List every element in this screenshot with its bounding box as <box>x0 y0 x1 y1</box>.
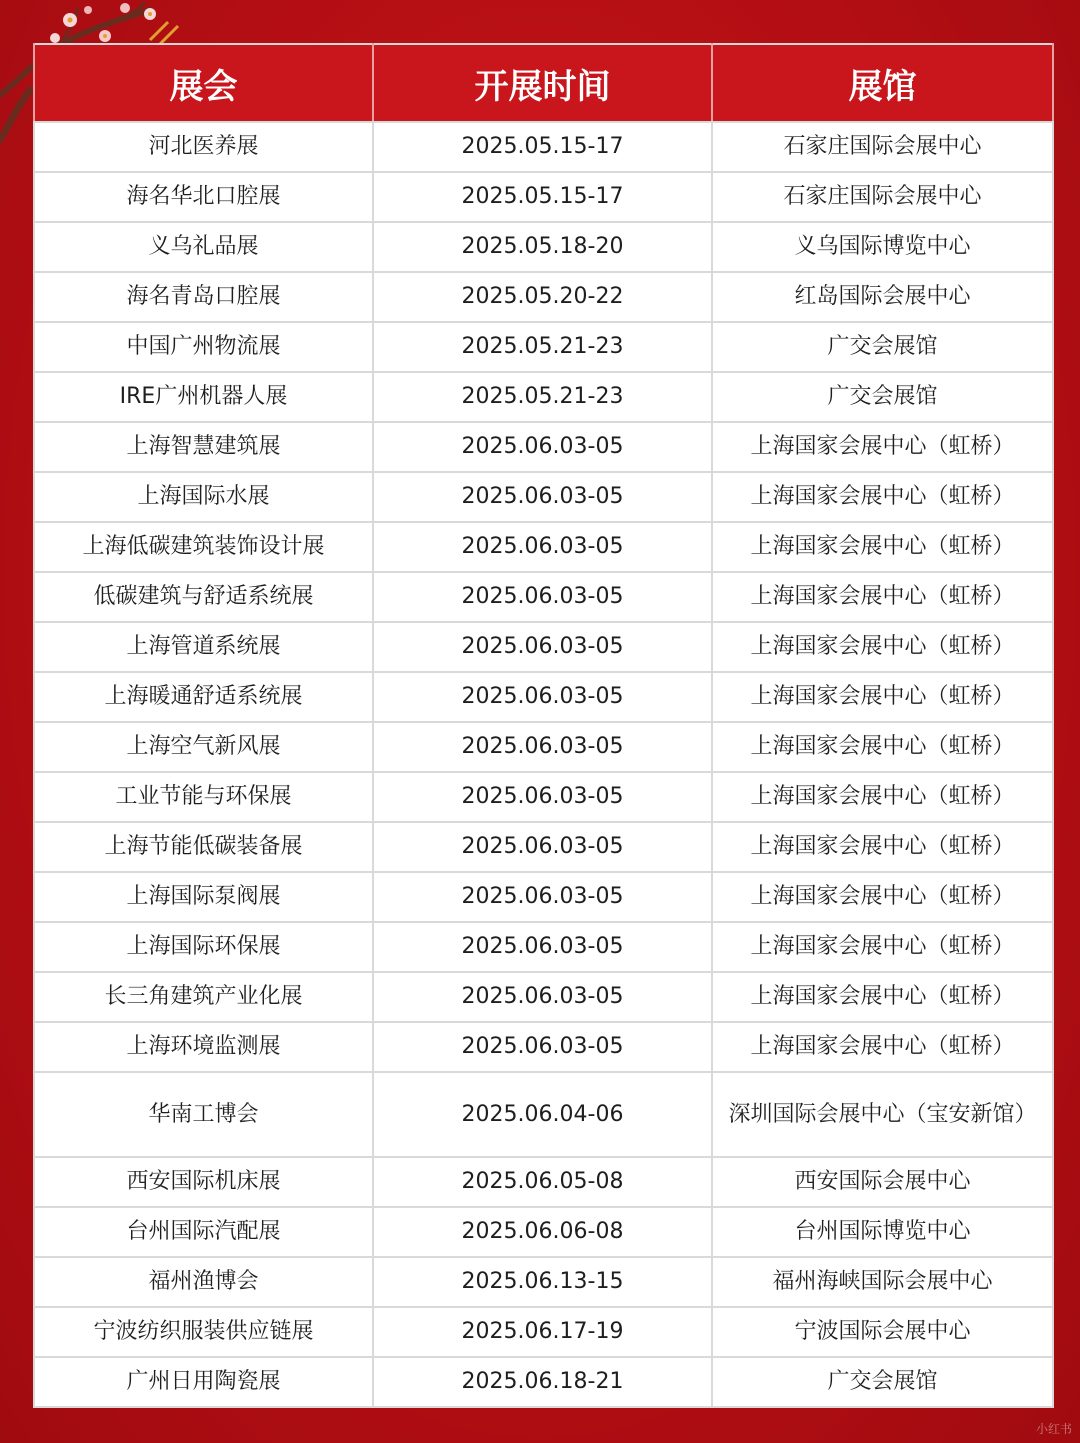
cell-venue: 上海国家会展中心（虹桥） <box>712 622 1053 672</box>
cell-date: 2025.06.03-05 <box>373 472 712 522</box>
table-row <box>34 1157 1053 1207</box>
cell-date: 2025.05.21-23 <box>373 322 712 372</box>
table-row <box>34 922 1053 972</box>
cell-venue: 上海国家会展中心（虹桥） <box>712 1022 1053 1072</box>
cell-date: 2025.06.13-15 <box>373 1257 712 1307</box>
cell-date: 2025.06.03-05 <box>373 972 712 1022</box>
cell-venue: 上海国家会展中心（虹桥） <box>712 972 1053 1022</box>
table-row <box>34 622 1053 672</box>
cell-exhibition: 台州国际汽配展 <box>34 1207 373 1257</box>
cell-venue: 红岛国际会展中心 <box>712 272 1053 322</box>
cell-venue: 石家庄国际会展中心 <box>712 172 1053 222</box>
cell-venue: 广交会展馆 <box>712 1357 1053 1407</box>
header-date: 开展时间 <box>373 44 712 122</box>
cell-exhibition: 工业节能与环保展 <box>34 772 373 822</box>
table-row <box>34 872 1053 922</box>
table-row <box>34 772 1053 822</box>
cell-venue: 石家庄国际会展中心 <box>712 122 1053 172</box>
cell-exhibition: 上海低碳建筑装饰设计展 <box>34 522 373 572</box>
cell-exhibition: 长三角建筑产业化展 <box>34 972 373 1022</box>
cell-date: 2025.05.20-22 <box>373 272 712 322</box>
header-venue: 展馆 <box>712 44 1053 122</box>
table-row <box>34 1307 1053 1357</box>
cell-date: 2025.06.03-05 <box>373 672 712 722</box>
table-row <box>34 372 1053 422</box>
cell-date: 2025.06.03-05 <box>373 872 712 922</box>
cell-exhibition: 上海节能低碳装备展 <box>34 822 373 872</box>
cell-exhibition: 上海国际环保展 <box>34 922 373 972</box>
cell-date: 2025.06.03-05 <box>373 572 712 622</box>
cell-venue: 福州海峡国际会展中心 <box>712 1257 1053 1307</box>
cell-exhibition: IRE广州机器人展 <box>34 372 373 422</box>
table-row <box>34 972 1053 1022</box>
cell-date: 2025.05.15-17 <box>373 122 712 172</box>
cell-exhibition: 宁波纺织服装供应链展 <box>34 1307 373 1357</box>
table-row <box>34 572 1053 622</box>
cell-venue: 上海国家会展中心（虹桥） <box>712 522 1053 572</box>
table-row <box>34 322 1053 372</box>
cell-exhibition: 低碳建筑与舒适系统展 <box>34 572 373 622</box>
cell-date: 2025.05.21-23 <box>373 372 712 422</box>
cell-venue: 西安国际会展中心 <box>712 1157 1053 1207</box>
cell-exhibition: 海名青岛口腔展 <box>34 272 373 322</box>
cell-exhibition: 广州日用陶瓷展 <box>34 1357 373 1407</box>
header-exhibition: 展会 <box>34 44 373 122</box>
cell-venue: 上海国家会展中心（虹桥） <box>712 572 1053 622</box>
cell-date: 2025.05.15-17 <box>373 172 712 222</box>
cell-exhibition: 河北医养展 <box>34 122 373 172</box>
cell-date: 2025.06.03-05 <box>373 1022 712 1072</box>
cell-date: 2025.06.04-06 <box>373 1072 712 1157</box>
table-row <box>34 672 1053 722</box>
table-row <box>34 222 1053 272</box>
cell-venue: 台州国际博览中心 <box>712 1207 1053 1257</box>
cell-date: 2025.06.17-19 <box>373 1307 712 1357</box>
cell-date: 2025.05.18-20 <box>373 222 712 272</box>
cell-date: 2025.06.03-05 <box>373 422 712 472</box>
cell-venue: 上海国家会展中心（虹桥） <box>712 472 1053 522</box>
table-row <box>34 1357 1053 1407</box>
watermark: 小红书 <box>1035 1422 1072 1436</box>
cell-exhibition: 义乌礼品展 <box>34 222 373 272</box>
cell-venue: 上海国家会展中心（虹桥） <box>712 722 1053 772</box>
cell-venue: 上海国家会展中心（虹桥） <box>712 922 1053 972</box>
cell-venue: 广交会展馆 <box>712 372 1053 422</box>
cell-date: 2025.06.03-05 <box>373 772 712 822</box>
table-row <box>34 272 1053 322</box>
cell-exhibition: 上海管道系统展 <box>34 622 373 672</box>
cell-exhibition: 海名华北口腔展 <box>34 172 373 222</box>
table-row <box>34 1072 1053 1157</box>
cell-venue: 上海国家会展中心（虹桥） <box>712 422 1053 472</box>
cell-date: 2025.06.03-05 <box>373 822 712 872</box>
cell-date: 2025.06.05-08 <box>373 1157 712 1207</box>
cell-date: 2025.06.06-08 <box>373 1207 712 1257</box>
table-row <box>34 822 1053 872</box>
cell-date: 2025.06.03-05 <box>373 622 712 672</box>
cell-date: 2025.06.03-05 <box>373 722 712 772</box>
table-row <box>34 722 1053 772</box>
cell-venue: 上海国家会展中心（虹桥） <box>712 772 1053 822</box>
table-row <box>34 1022 1053 1072</box>
cell-date: 2025.06.03-05 <box>373 522 712 572</box>
cell-exhibition: 西安国际机床展 <box>34 1157 373 1207</box>
cell-venue: 上海国家会展中心（虹桥） <box>712 672 1053 722</box>
table-row <box>34 122 1053 172</box>
cell-venue: 上海国家会展中心（虹桥） <box>712 872 1053 922</box>
cell-venue: 上海国家会展中心（虹桥） <box>712 822 1053 872</box>
cell-date: 2025.06.03-05 <box>373 922 712 972</box>
cell-exhibition: 上海空气新风展 <box>34 722 373 772</box>
table-header-row <box>34 44 1053 122</box>
exhibition-table <box>33 43 1054 1408</box>
cell-exhibition: 上海环境监测展 <box>34 1022 373 1072</box>
table-row <box>34 172 1053 222</box>
cell-venue: 义乌国际博览中心 <box>712 222 1053 272</box>
cell-exhibition: 中国广州物流展 <box>34 322 373 372</box>
table-row <box>34 1207 1053 1257</box>
cell-exhibition: 上海智慧建筑展 <box>34 422 373 472</box>
cell-exhibition: 华南工博会 <box>34 1072 373 1157</box>
cell-exhibition: 上海国际泵阀展 <box>34 872 373 922</box>
cell-venue: 广交会展馆 <box>712 322 1053 372</box>
cell-exhibition: 上海国际水展 <box>34 472 373 522</box>
table-row <box>34 472 1053 522</box>
cell-date: 2025.06.18-21 <box>373 1357 712 1407</box>
cell-venue: 宁波国际会展中心 <box>712 1307 1053 1357</box>
table-row <box>34 522 1053 572</box>
table-row <box>34 422 1053 472</box>
cell-exhibition: 上海暖通舒适系统展 <box>34 672 373 722</box>
table-row <box>34 1257 1053 1307</box>
cell-exhibition: 福州渔博会 <box>34 1257 373 1307</box>
cell-venue: 深圳国际会展中心（宝安新馆） <box>712 1072 1053 1157</box>
